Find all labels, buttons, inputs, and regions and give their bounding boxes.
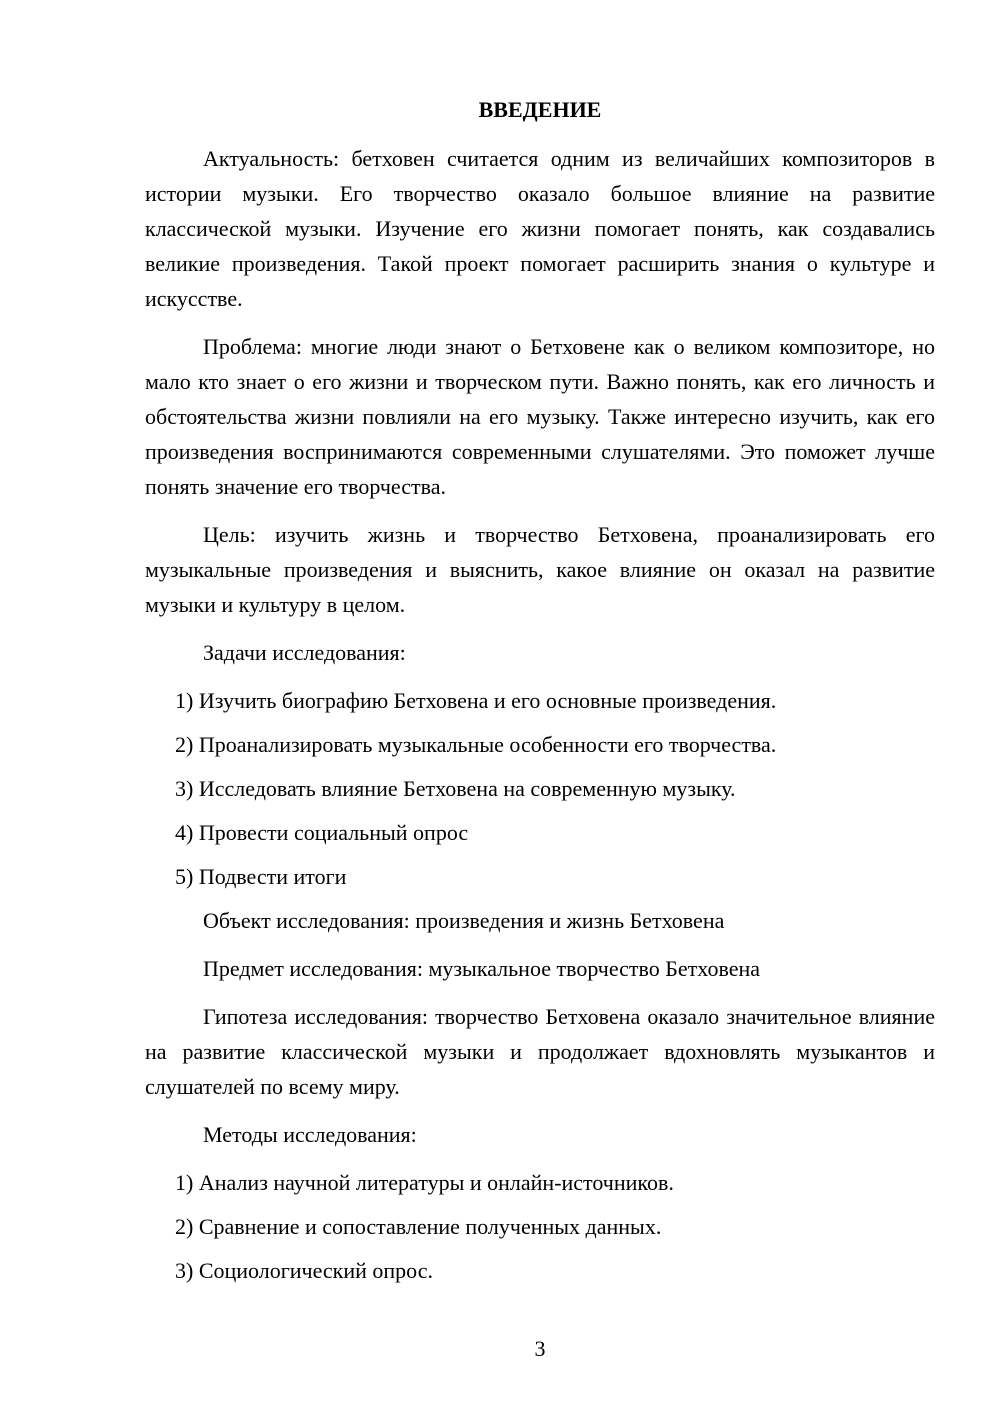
method-list-item: 1) Анализ научной литературы и онлайн-источников. [175, 1170, 674, 1195]
tasks-list [145, 683, 935, 894]
paragraph-problem: Проблема: многие люди знают о Бетховене как о великом композиторе, но мало кто знает о его жизни и творческом пути. Важно понять, как его личность и обстоятельства жизни повлияли на его музыку. Также интересно изучить, как его произведения воспринимаются современными слушателями. Это поможет лучше понять значение его творчества. [145, 334, 935, 499]
paragraph-object: Объект исследования: произведения и жизнь Бетховена [203, 908, 725, 933]
paragraph-subject: Предмет исследования: музыкальное творчество Бетховена [203, 956, 761, 981]
paragraph-tasks-heading: Задачи исследования: [203, 640, 406, 665]
document-title: ВВЕДЕНИЕ [478, 97, 602, 122]
task-list-item: 4) Провести социальный опрос [175, 820, 469, 845]
paragraph-relevance: Актуальность: бетховен считается одним из величайших композиторов в истории музыки. Его творчество оказало большое влияние на развитие классической музыки. Изучение его жизни помогает понять, как создавались великие произведения. Такой проект помогает расширить знания о культуре и искусстве. [145, 146, 935, 311]
method-list-item: 3) Социологический опрос. [175, 1258, 433, 1283]
document-content [145, 92, 935, 1297]
paragraph-hypothesis: Гипотеза исследования: творчество Бетховена оказало значительное влияние на развитие классической музыки и продолжает вдохновлять музыкантов и слушателей по всему миру. [145, 1004, 935, 1099]
task-list-item: 3) Исследовать влияние Бетховена на современную музыку. [175, 776, 736, 801]
methods-list [145, 1165, 935, 1288]
paragraph-goal: Цель: изучить жизнь и творчество Бетховена, проанализировать его музыкальные произведения и выяснить, какое влияние он оказал на развитие музыки и культуру в целом. [145, 522, 935, 617]
task-list-item: 1) Изучить биографию Бетховена и его основные произведения. [175, 688, 777, 713]
paragraph-methods-heading: Методы исследования: [203, 1122, 417, 1147]
method-list-item: 2) Сравнение и сопоставление полученных данных. [175, 1214, 662, 1239]
task-list-item: 5) Подвести итоги [175, 864, 347, 889]
task-list-item: 2) Проанализировать музыкальные особенности его творчества. [175, 732, 777, 757]
page-number: 3 [534, 1336, 546, 1361]
